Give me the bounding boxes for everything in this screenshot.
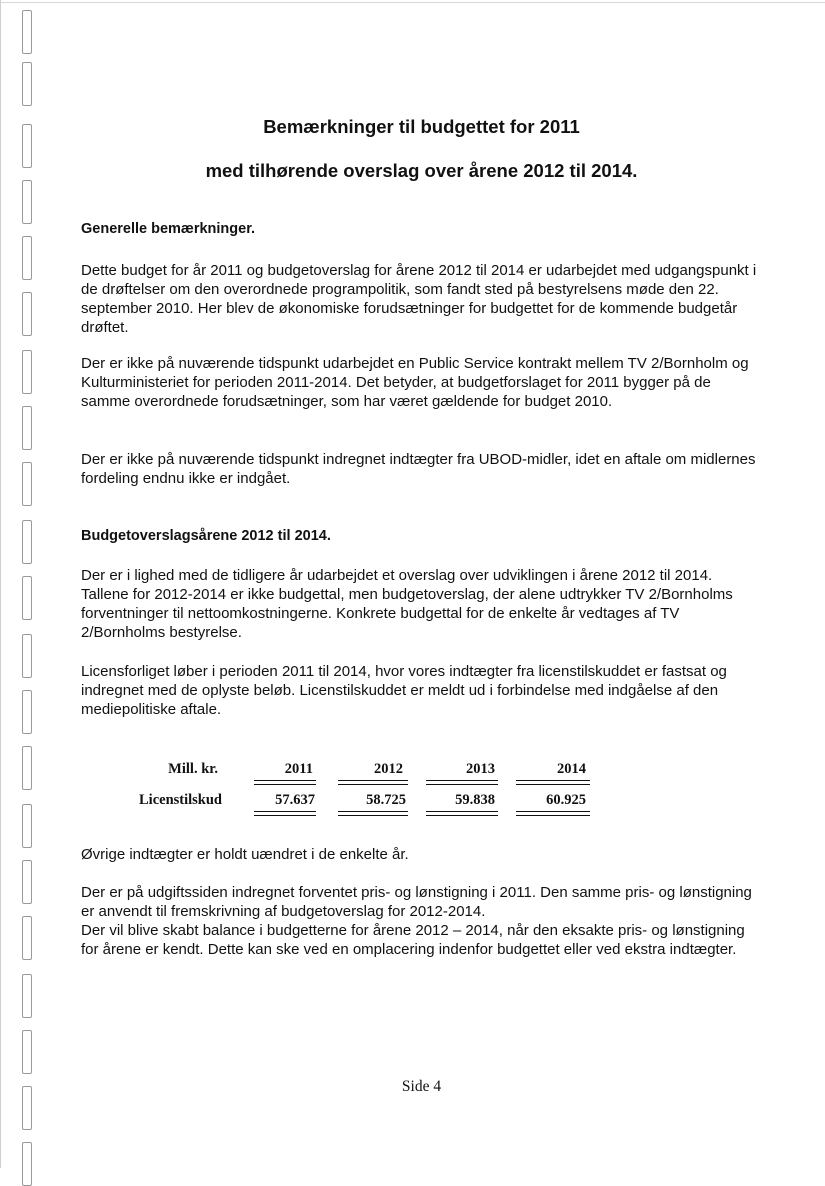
table-value: 60.925 <box>546 792 586 808</box>
table-row-label: Licenstilskud <box>139 792 222 808</box>
double-underline <box>254 780 316 785</box>
binder-hole <box>22 10 32 54</box>
binder-hole <box>22 916 32 960</box>
paragraph: Øvrige indtægter er holdt uændret i de enkelte år. <box>81 846 409 863</box>
binder-hole <box>22 292 32 336</box>
table-year: 2013 <box>466 761 495 777</box>
binder-hole <box>22 406 32 450</box>
double-underline <box>426 780 498 785</box>
section-heading-forecast: Budgetoverslagsårene 2012 til 2014. <box>81 528 331 544</box>
binder-hole <box>22 350 32 394</box>
table-value: 57.637 <box>275 792 315 808</box>
binder-hole <box>22 576 32 620</box>
double-underline <box>516 811 590 816</box>
table-header-label: Mill. kr. <box>168 761 218 777</box>
table-value: 59.838 <box>455 792 495 808</box>
binder-hole <box>22 62 32 106</box>
binder-hole <box>22 804 32 848</box>
binder-hole <box>22 690 32 734</box>
paragraph: Der er ikke på nuværende tidspunkt indregnet indtægter fra UBOD-midler, idet en aftale om midlernes fordeling endnu ikke er indgået. <box>81 451 756 487</box>
binder-hole <box>22 634 32 678</box>
binder-hole <box>22 180 32 224</box>
binder-hole <box>22 974 32 1018</box>
double-underline <box>338 780 408 785</box>
paragraph: Licensforliget løber i perioden 2011 til 2014, hvor vores indtægter fra licenstilskuddet er fastsat og indregnet med de oplyste beløb. Licenstilskuddet er meldt ud i forbindelse med indgåelse af den mediepolitiske aftale. <box>81 663 727 718</box>
document-subtitle: med tilhørende overslag over årene 2012 til 2014. <box>205 160 638 181</box>
binder-hole <box>22 520 32 564</box>
double-underline <box>338 811 408 816</box>
paragraph: Dette budget for år 2011 og budgetoverslag for årene 2012 til 2014 er udarbejdet med udgangspunkt i de drøftelser om den overordnede programpolitik, som fandt sted på bestyrelsens møde den 22. september 2010. Her blev de økonomiske forudsætninger for budgettet for de kommende budgetår drøftet. <box>81 262 757 336</box>
section-heading-general: Generelle bemærkninger. <box>81 221 256 237</box>
double-underline <box>254 811 316 816</box>
binder-hole <box>22 1030 32 1074</box>
paragraph: Der vil blive skabt balance i budgetterne for årene 2012 – 2014, når den eksakte pris- og lønstigning for årene er kendt. Dette kan ske ved en omplacering indenfor budgettet eller ved ekstra indtægter. <box>81 922 745 958</box>
scan-top-edge <box>0 2 825 3</box>
double-underline <box>426 811 498 816</box>
table-value: 58.725 <box>366 792 406 808</box>
table-year: 2011 <box>284 761 313 777</box>
binder-hole <box>22 746 32 790</box>
page-number: Side 4 <box>401 1078 442 1095</box>
binder-hole <box>22 236 32 280</box>
table-year: 2014 <box>557 761 586 777</box>
document-title: Bemærkninger til budgettet for 2011 <box>263 116 580 137</box>
table-year: 2012 <box>374 761 403 777</box>
paragraph: Der er på udgiftssiden indregnet forventet pris- og lønstigning i 2011. Den samme pris- og lønstigning er anvendt til fremskrivning af budgetoverslag for 2012-2014. <box>81 884 752 920</box>
binder-hole <box>22 860 32 904</box>
double-underline <box>516 780 590 785</box>
paragraph: Der er ikke på nuværende tidspunkt udarbejdet en Public Service kontrakt mellem TV 2/Bornholm og Kulturministeriet for perioden 2011-2014. Det betyder, at budgetforslaget for 2011 bygger på de samme overordnede forudsætninger, som har været gældende for budget 2010. <box>81 355 749 410</box>
binder-hole <box>22 1142 32 1186</box>
paragraph: Der er i lighed med de tidligere år udarbejdet et overslag over udviklingen i årene 2012 til 2014. Tallene for 2012-2014 er ikke budgettal, men budgetoverslag, der alene udtrykker TV 2/Bornholms forventninger til nettoomkostningerne. Konkrete budgettal for de enkelte år vedtages af TV 2/Bornholms bestyrelse. <box>81 567 733 641</box>
binder-hole <box>22 462 32 506</box>
